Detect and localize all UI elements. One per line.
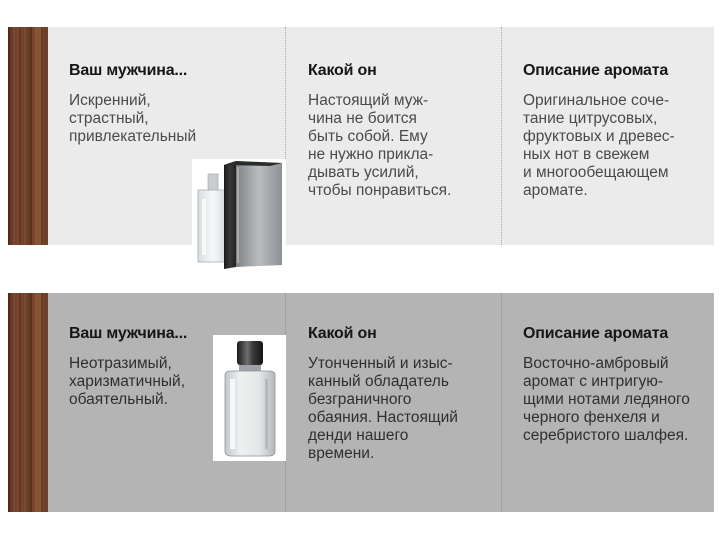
column-scent (523, 62, 713, 200)
column-divider (501, 293, 502, 512)
column-text: Оригинальное соче- тание цитрусовых, фруктовых и древес- ных нот в свежем и многообещающем аромате. (523, 92, 675, 199)
column-heading: Какой он (308, 62, 377, 79)
column-heading: Описание аромата (523, 325, 669, 342)
column-text: Искренний, страстный, привлекательный (69, 92, 197, 145)
perfume-bottle-icon (213, 335, 286, 461)
column-heading: Описание аромата (523, 62, 669, 79)
column-text: Восточно-амбровый аромат с интригую- щими нотами ледяного черного фенхеля и серебристого шалфея. (523, 355, 690, 444)
column-heading: Ваш мужчина... (69, 62, 188, 79)
wood-edge-decoration (8, 27, 48, 245)
column-man (69, 62, 274, 146)
column-divider (501, 27, 502, 245)
column-heading: Какой он (308, 325, 377, 342)
column-character (308, 62, 498, 200)
column-scent (523, 325, 713, 445)
product-card-1 (8, 27, 714, 245)
column-heading: Ваш мужчина... (69, 325, 188, 342)
column-character (308, 325, 498, 463)
column-man (69, 325, 209, 409)
perfume-bottle-with-box-icon (192, 159, 286, 271)
column-text: Утонченный и изыс- канный обладатель безграничного обаяния. Настоящий денди нашего времени. (308, 355, 458, 462)
column-text: Настоящий муж- чина не боится быть собой. Ему не нужно прикла- дывать усилий, чтобы понравиться. (308, 92, 452, 199)
column-text: Неотразимый, харизматичный, обаятельный. (69, 355, 186, 408)
wood-edge-decoration (8, 293, 48, 512)
product-card-2 (8, 293, 714, 512)
